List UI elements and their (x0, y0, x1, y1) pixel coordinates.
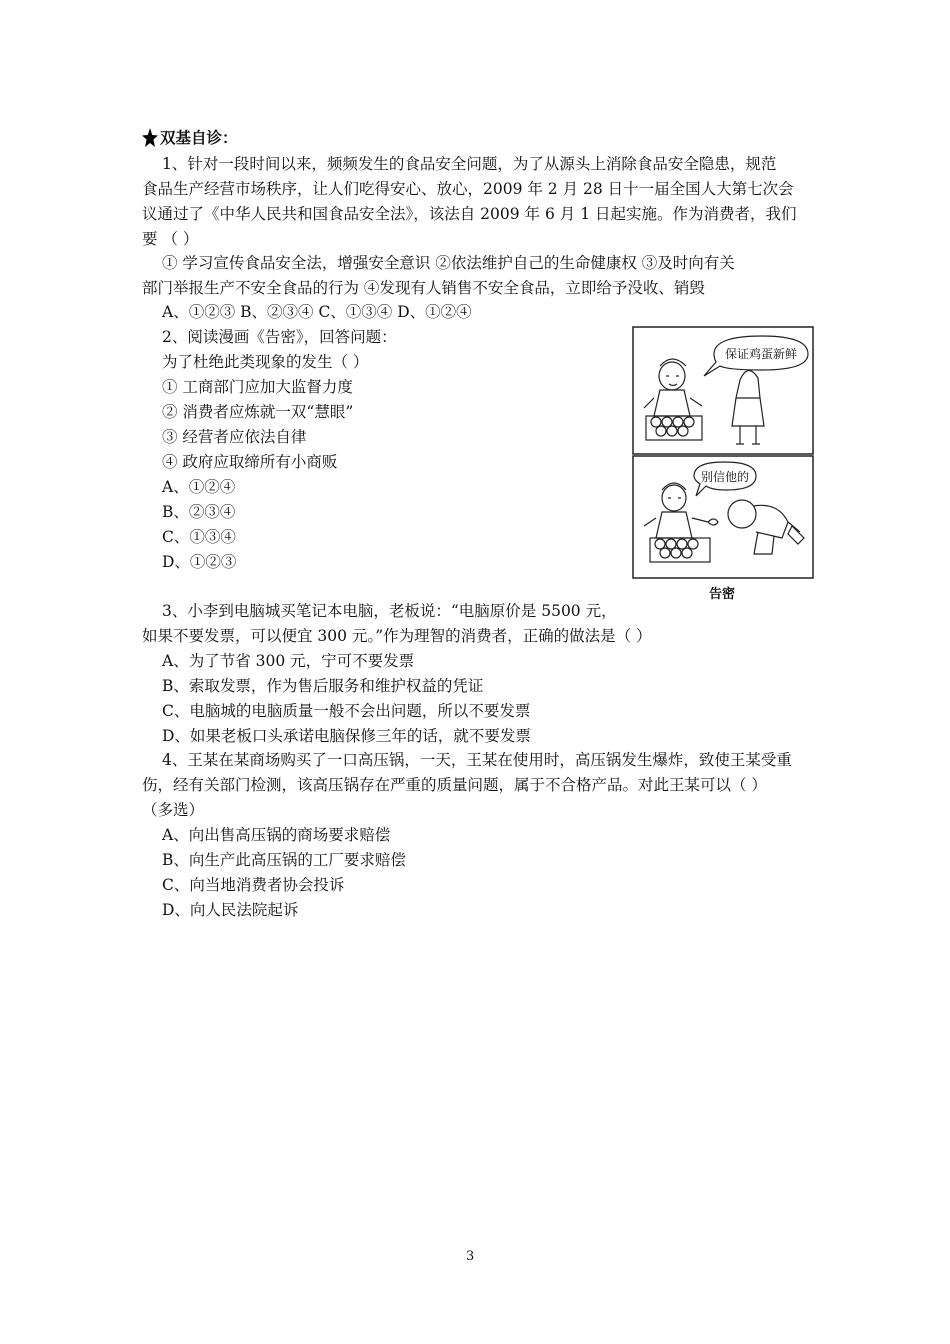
q2-item-1: ① 工商部门应加大监督力度 (162, 378, 353, 396)
section-heading-text: 双基自诊： (160, 128, 238, 147)
customer-figure-top (732, 370, 764, 444)
q4-line-1: 4、王某在某商场购买了一口高压锅，一天，王某在使用时，高压锅发生爆炸，致使王某受重 (162, 751, 792, 769)
q2-item-3: ③ 经营者应依法自律 (162, 428, 307, 446)
speech-bubble-bottom (694, 462, 756, 496)
q4-option-a: A、向出售高压锅的商场要求赔偿 (162, 826, 391, 844)
q3-option-d: D、如果老板口头承诺电脑保修三年的话，就不要发票 (162, 727, 531, 745)
page-number: 3 (466, 1249, 475, 1264)
q2-stem: 2、阅读漫画《告密》，回答问题： (162, 328, 397, 346)
seller-figure-bottom (644, 483, 718, 562)
q2-option-a: A、①②④ (162, 478, 236, 496)
section-heading (142, 128, 238, 148)
q1-statement-2: 部门举报生产不安全食品的行为 ④发现有人销售不安全食品，立即给予没收、销毁 (142, 279, 705, 297)
q1-line-2: 食品生产经营市场秩序，让人们吃得安心、放心，2009 年 2 月 28 日十一届全国人大第七次会 (142, 180, 794, 198)
customer-figure-bottom (728, 500, 804, 554)
q2-option-d: D、①②③ (162, 553, 237, 571)
q4-option-d: D、向人民法院起诉 (162, 901, 299, 919)
q1-line-1: 1、针对一段时间以来，频频发生的食品安全问题，为了从源头上消除食品安全隐患，规范 (162, 155, 777, 173)
cartoon-caption: 告密 (708, 587, 736, 602)
q1-statement-1: ① 学习宣传食品安全法，增强安全意识 ②依法维护自己的生命健康权 ③及时向有关 (162, 254, 735, 272)
q2-option-b: B、②③④ (162, 503, 236, 521)
q4-line-3: （多选） (142, 801, 205, 819)
seller-figure-top (644, 359, 702, 440)
q2-sub: 为了杜绝此类现象的发生（ ） (162, 353, 369, 371)
q1-options: A、①②③ B、②③④ C、①③④ D、①②④ (162, 303, 472, 321)
q3-option-b: B、索取发票，作为售后服务和维护权益的凭证 (162, 677, 484, 695)
q4-line-2: 伤，经有关部门检测，该高压锅存在严重的质量问题，属于不合格产品。对此王某可以（ ） (142, 776, 767, 794)
cartoon-image (632, 326, 814, 606)
q4-option-b: B、向生产此高压锅的工厂要求赔偿 (162, 851, 406, 869)
q2-item-2: ② 消费者应炼就一双“慧眼” (162, 403, 354, 421)
bubble-bottom-text: 别信他的 (700, 470, 750, 484)
q2-option-c: C、①③④ (162, 528, 236, 546)
q2-item-4: ④ 政府应取缔所有小商贩 (162, 453, 338, 471)
q3-option-a: A、为了节省 300 元，宁可不要发票 (162, 652, 415, 670)
q4-option-c: C、向当地消费者协会投诉 (162, 876, 345, 894)
bubble-top-text: 保证鸡蛋新鲜 (724, 347, 798, 361)
q3-option-c: C、电脑城的电脑质量一般不会出问题，所以不要发票 (162, 702, 531, 720)
star-icon (142, 128, 158, 148)
q3-line-2: 如果不要发票，可以便宜 300 元。”作为理智的消费者，正确的做法是（ ） (142, 627, 652, 645)
q3-line-1: 3、小李到电脑城买笔记本电脑，老板说：“电脑原价是 5500 元， (162, 602, 617, 620)
speech-bubble-top (704, 336, 808, 376)
q1-line-4: 要 （ ） (142, 230, 199, 248)
q1-line-3: 议通过了《中华人民共和国食品安全法》，该法自 2009 年 6 月 1 日起实施。作为消费者，我们 (142, 205, 797, 223)
